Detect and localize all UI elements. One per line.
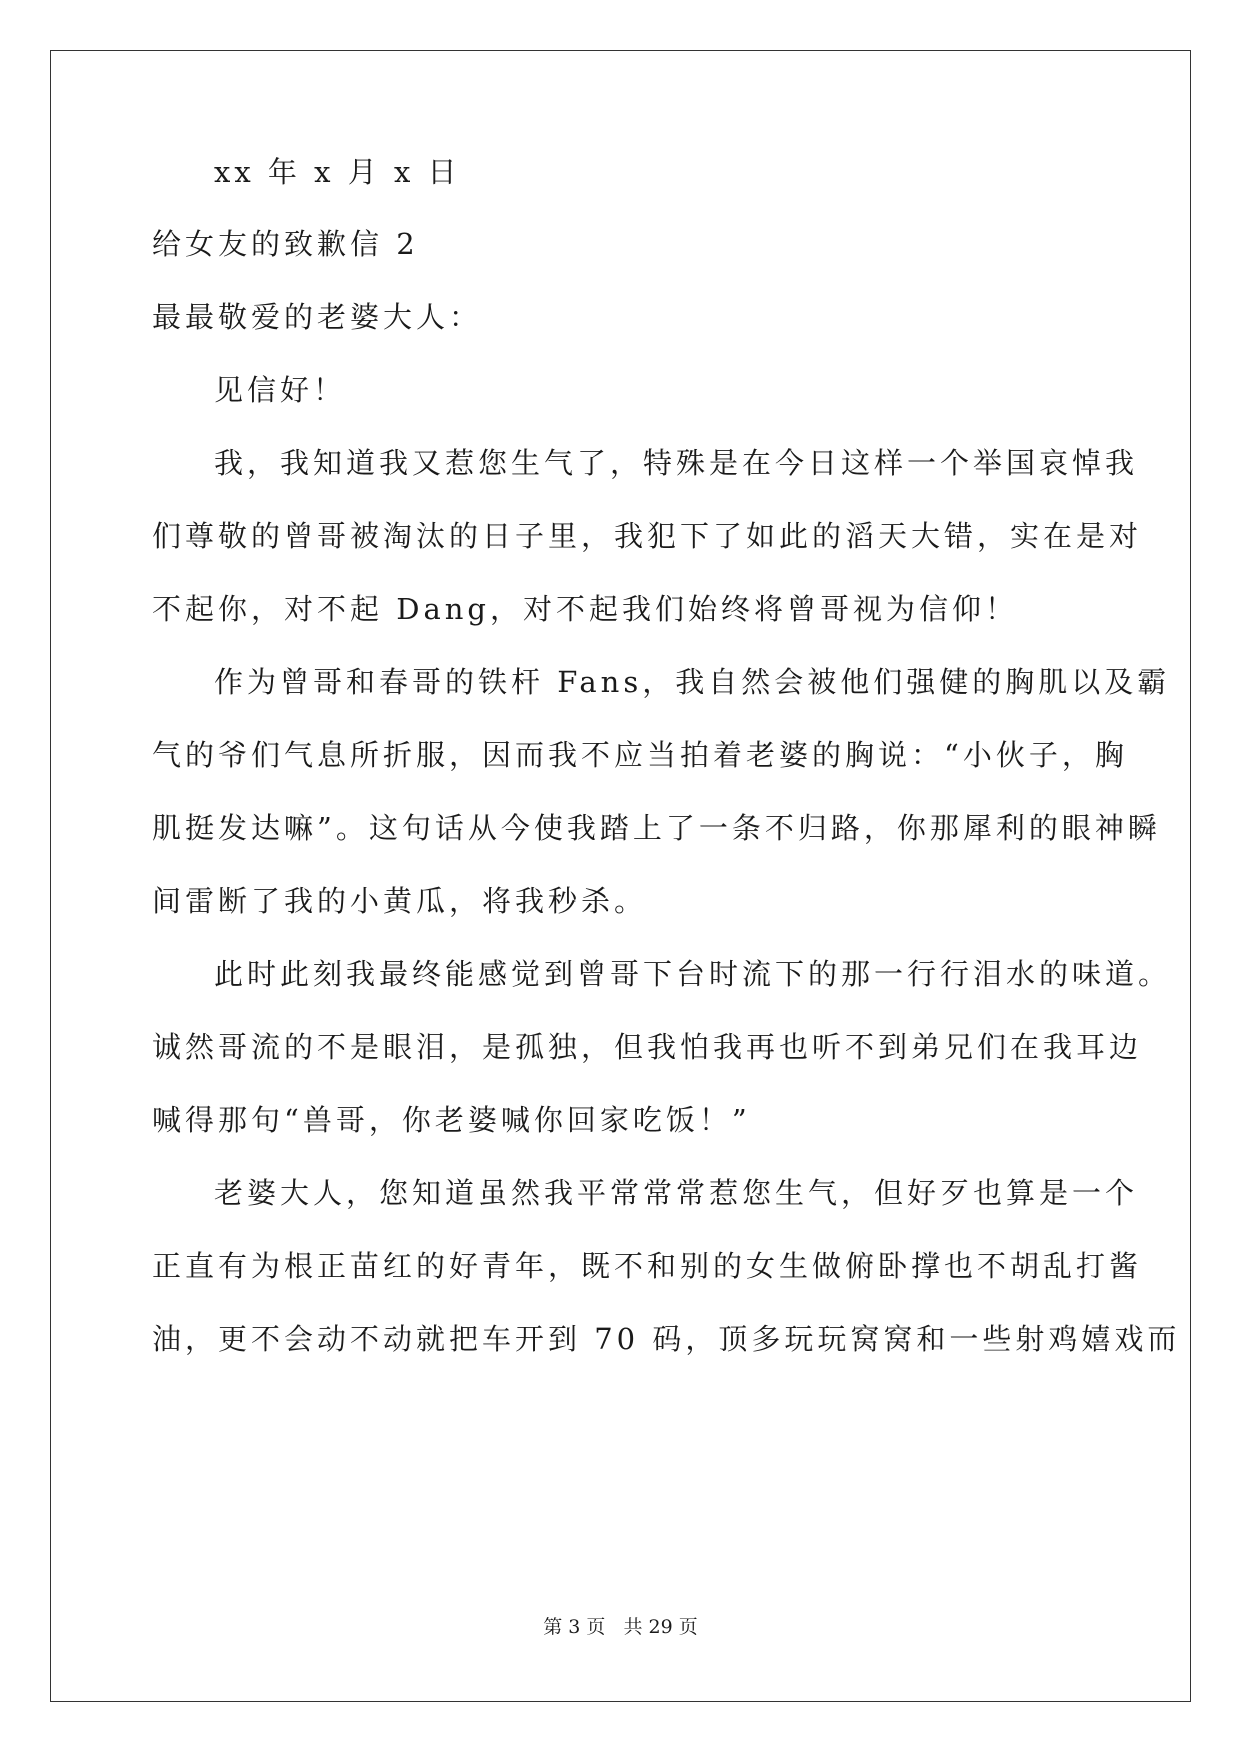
- page-total: 共 29 页: [623, 1616, 698, 1638]
- paragraph-line: 不起你，对不起 Dang，对不起我们始终将曾哥视为信仰！: [152, 592, 1019, 626]
- paragraph-line: 正直有为根正苗红的好青年，既不和别的女生做俯卧撑也不胡乱打酱: [152, 1249, 1143, 1283]
- paragraph-line: 间雷断了我的小黄瓜，将我秒杀。: [152, 884, 648, 918]
- paragraph-line: 我，我知道我又惹您生气了，特殊是在今日这样一个举国哀悼我: [214, 446, 1139, 480]
- greeting: 见信好！: [214, 373, 347, 407]
- paragraph-line: 喊得那句“兽哥，你老婆喊你回家吃饭！”: [152, 1103, 751, 1137]
- paragraph-line: 们尊敬的曾哥被淘汰的日子里，我犯下了如此的滔天大错，实在是对: [152, 519, 1143, 553]
- paragraph-line: 此时此刻我最终能感觉到曾哥下台时流下的那一行行泪水的味道。: [214, 957, 1172, 991]
- paragraph-line: 作为曾哥和春哥的铁杆 Fans，我自然会被他们强健的胸肌以及霸: [214, 665, 1171, 699]
- paragraph-line: 肌挺发达嘛”。这句话从今使我踏上了一条不归路，你那犀利的眼神瞬: [152, 811, 1161, 845]
- page-number: 第 3 页: [543, 1616, 606, 1638]
- salutation: 最最敬爱的老婆大人：: [152, 300, 483, 334]
- letter-title: 给女友的致歉信 2: [152, 227, 419, 261]
- paragraph-line: 诚然哥流的不是眼泪，是孤独，但我怕我再也听不到弟兄们在我耳边: [152, 1030, 1143, 1064]
- page-footer: [0, 1612, 1241, 1639]
- paragraph-line: 气的爷们气息所折服，因而我不应当拍着老婆的胸说：“小伙子，胸: [152, 738, 1128, 772]
- date-line: xx 年 x 月 x 日: [214, 155, 461, 189]
- paragraph-line: 老婆大人，您知道虽然我平常常常惹您生气，但好歹也算是一个: [214, 1176, 1139, 1210]
- paragraph-line: 油，更不会动不动就把车开到 70 码，顶多玩玩窝窝和一些射鸡嬉戏而: [152, 1322, 1181, 1356]
